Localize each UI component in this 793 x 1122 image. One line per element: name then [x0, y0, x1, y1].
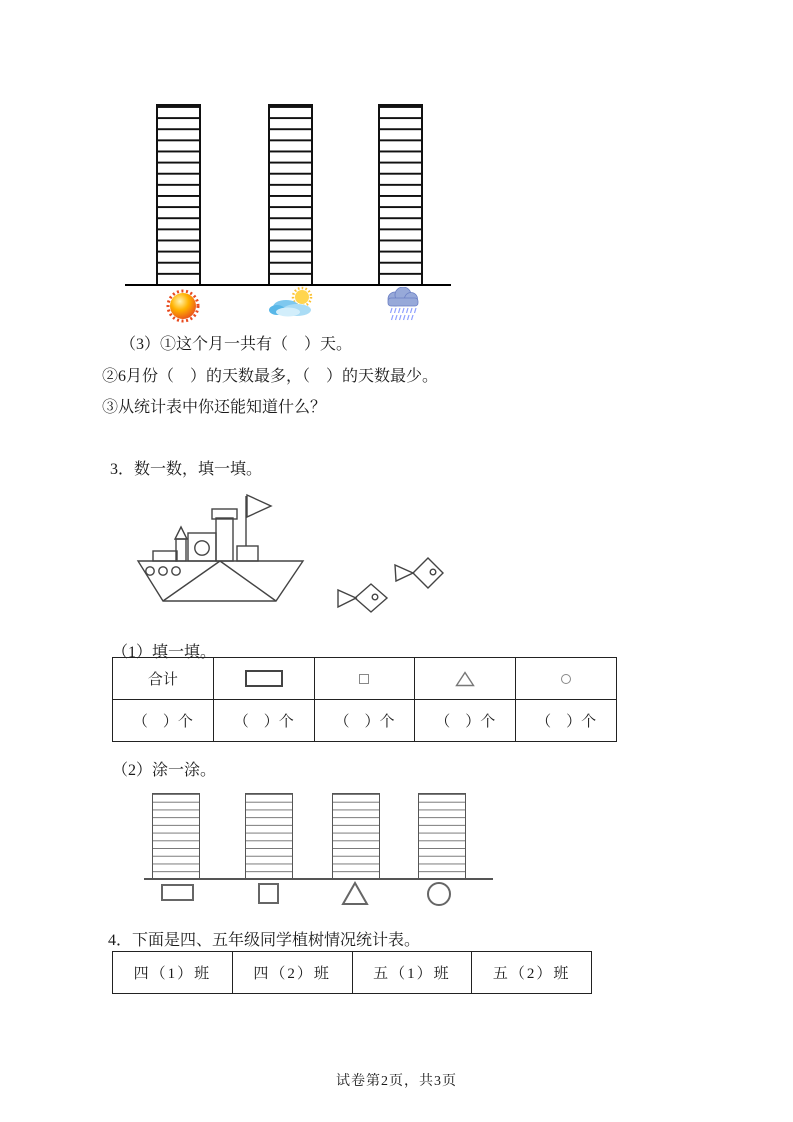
weather-grid-sunny — [156, 104, 201, 286]
q3-sub2-label: （2）涂一涂。 — [112, 762, 217, 779]
shape-count-table — [112, 657, 617, 742]
q4-title: 4．下面是四、五年级同学植树情况统计表。 — [108, 932, 421, 949]
tally-grid-triangle — [332, 793, 380, 880]
count-blank-total: （ ）个 — [113, 700, 214, 742]
square-icon — [258, 883, 279, 904]
class-cell: 四（1）班 — [113, 952, 233, 994]
total-header-cell: 合计 — [113, 658, 214, 700]
rain-icon — [385, 287, 421, 323]
rectangle-header-cell — [213, 658, 314, 700]
q3-title: 3．数一数，填一填。 — [110, 461, 263, 478]
count-blank-triangle: （ ）个 — [415, 700, 516, 742]
q2-3-line1: （3）①这个月一共有（ ）天。 — [120, 336, 353, 353]
rectangle-icon — [245, 670, 283, 687]
circle-header-cell — [516, 658, 617, 700]
class-cell: 五（1）班 — [352, 952, 472, 994]
tally-grid-circle — [418, 793, 466, 880]
q3-sub1-label: （1）填一填。 — [112, 644, 217, 661]
class-cell: 五（2）班 — [472, 952, 592, 994]
triangle-icon — [341, 881, 369, 906]
q2-3-line2: ②6月份（ ）的天数最多，（ ）的天数最少。 — [102, 368, 439, 385]
q2-3-line3: ③从统计表中你还能知道什么？ — [102, 399, 327, 416]
count-blank-square: （ ）个 — [314, 700, 415, 742]
triangle-header-cell — [415, 658, 516, 700]
tally-grid-rectangle — [152, 793, 200, 880]
count-blank-rectangle: （ ）个 — [213, 700, 314, 742]
rectangle-icon — [161, 884, 194, 901]
weather-grid-rainy — [378, 104, 423, 286]
tally-grid-square — [245, 793, 293, 880]
weather-grid-cloudy — [268, 104, 313, 286]
circle-icon — [561, 674, 571, 684]
tree-planting-table — [112, 951, 592, 994]
count-blank-circle: （ ）个 — [516, 700, 617, 742]
class-cell: 四（2）班 — [232, 952, 352, 994]
triangle-icon — [455, 671, 475, 687]
sun-icon — [164, 289, 202, 325]
square-icon — [359, 674, 369, 684]
square-header-cell — [314, 658, 415, 700]
tally-axis-line — [144, 878, 493, 880]
page-footer: 试卷第2页，共3页 — [336, 1074, 457, 1089]
partly-cloudy-icon — [266, 286, 318, 320]
circle-icon — [427, 882, 451, 906]
boat-and-fish-figure — [125, 488, 457, 623]
